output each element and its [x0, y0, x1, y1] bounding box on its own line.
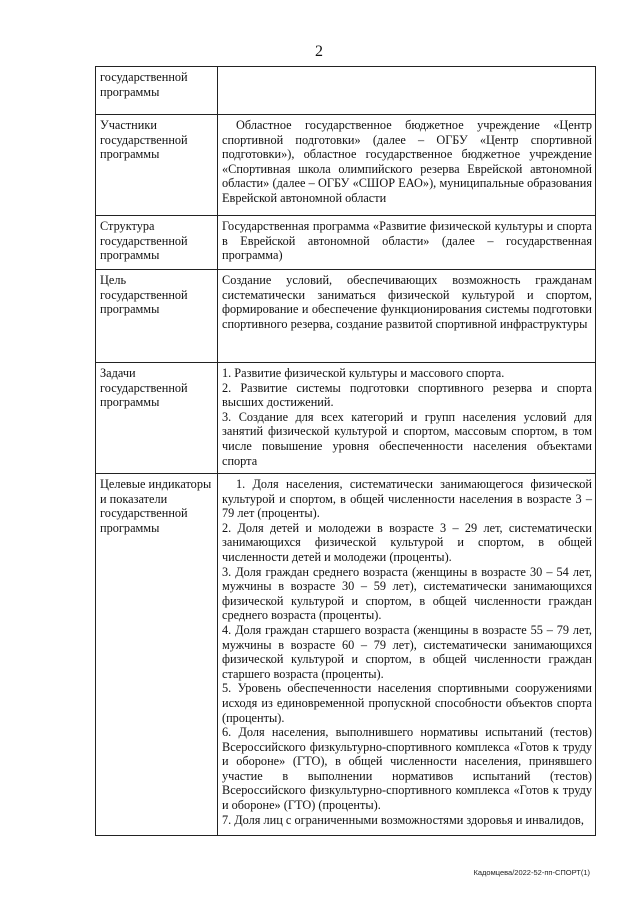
- paragraph: Областное государственное бюджетное учреждение «Центр спортивной подготовки» (далее – ОГБУ «Центр спортивной подготовки»), областное государственное бюджетное учреждение «Спортивная школа олимпийского резерва Еврейской автономной области» (далее – ОГБУ «СШОР ЕАО»), муниципальные образования Еврейской автономной области: [222, 118, 592, 205]
- paragraph: 7. Доля лиц с ограниченными возможностями здоровья и инвалидов,: [222, 812, 584, 827]
- paragraph: 1. Доля населения, систематически занимающегося физической культурой и спортом, в общей численности населения в возрасте 3 – 79 лет (проценты).: [222, 477, 592, 521]
- row-label: государственной программы: [96, 67, 218, 115]
- table-row: [96, 67, 596, 115]
- row-label: Цель государственной программы: [96, 270, 218, 363]
- row-value: [218, 270, 596, 363]
- row-label: Целевые индикаторы и показатели государственной программы: [96, 474, 218, 836]
- row-label: Задачи государственной программы: [96, 363, 218, 474]
- paragraph: 3. Создание для всех категорий и групп населения условий для занятий физической культурой и спортом, массовым спортом, в том числе повышение уровня обеспеченности населения объектами спорта: [222, 409, 592, 468]
- paragraph: 5. Уровень обеспеченности населения спортивными сооружениями исходя из единовременной пропускной способности объектов спорта (проценты).: [222, 681, 592, 725]
- row-label: Структура государственной программы: [96, 216, 218, 270]
- paragraph: 2. Развитие системы подготовки спортивного резерва и спорта высших достижений.: [222, 380, 592, 410]
- row-value: [218, 67, 596, 115]
- row-label: Участники государственной программы: [96, 115, 218, 216]
- paragraph: 4. Доля граждан старшего возраста (женщины в возрасте 55 – 79 лет, мужчины в возрасте 60 – 79 лет), систематически занимающихся физической культурой и спортом, в общей численности граждан старшего возраста (проценты).: [222, 622, 592, 681]
- row-value: [218, 115, 596, 216]
- page-number: 2: [315, 43, 323, 60]
- table-row: [96, 474, 596, 836]
- table-row: [96, 216, 596, 270]
- paragraph: 6. Доля населения, выполнившего нормативы испытаний (тестов) Всероссийского физкультурно-спортивного комплекса «Готов к труду и обороне» (ГТО), в общей численности населения, принявшего участие в выполнении нормативов испытаний (тестов) Всероссийского физкультурно-спортивного комплекса «Готов к труду и обороне» (ГТО) (проценты).: [222, 725, 592, 813]
- paragraph: Государственная программа «Развитие физической культуры и спорта в Еврейской автономной области» (далее – государственная программа): [222, 219, 592, 263]
- passport-table: [95, 66, 596, 836]
- paragraph: 1. Развитие физической культуры и массового спорта.: [222, 366, 505, 380]
- row-value: [218, 474, 596, 836]
- table-row: [96, 363, 596, 474]
- document-footer: Кадомцева/2022-52-пп-СПОРТ(1): [473, 868, 590, 877]
- paragraph: 2. Доля детей и молодежи в возрасте 3 – 29 лет, систематически занимающихся физической культурой и спортом, в общей численности детей и молодежи (проценты).: [222, 520, 592, 564]
- row-value: [218, 363, 596, 474]
- row-value: [218, 216, 596, 270]
- table-row: [96, 115, 596, 216]
- paragraph: Создание условий, обеспечивающих возможность гражданам систематически заниматься физической культурой и спортом, формирование и обеспечение функционирования системы подготовки спортивного резерва, создание развитой спортивной инфраструктуры: [222, 273, 592, 331]
- paragraph: 3. Доля граждан среднего возраста (женщины в возрасте 30 – 54 лет, мужчины в возрасте 30 – 59 лет), систематически занимающихся физической культурой и спортом, в общей численности граждан среднего возраста (проценты).: [222, 564, 592, 623]
- table-row: [96, 270, 596, 363]
